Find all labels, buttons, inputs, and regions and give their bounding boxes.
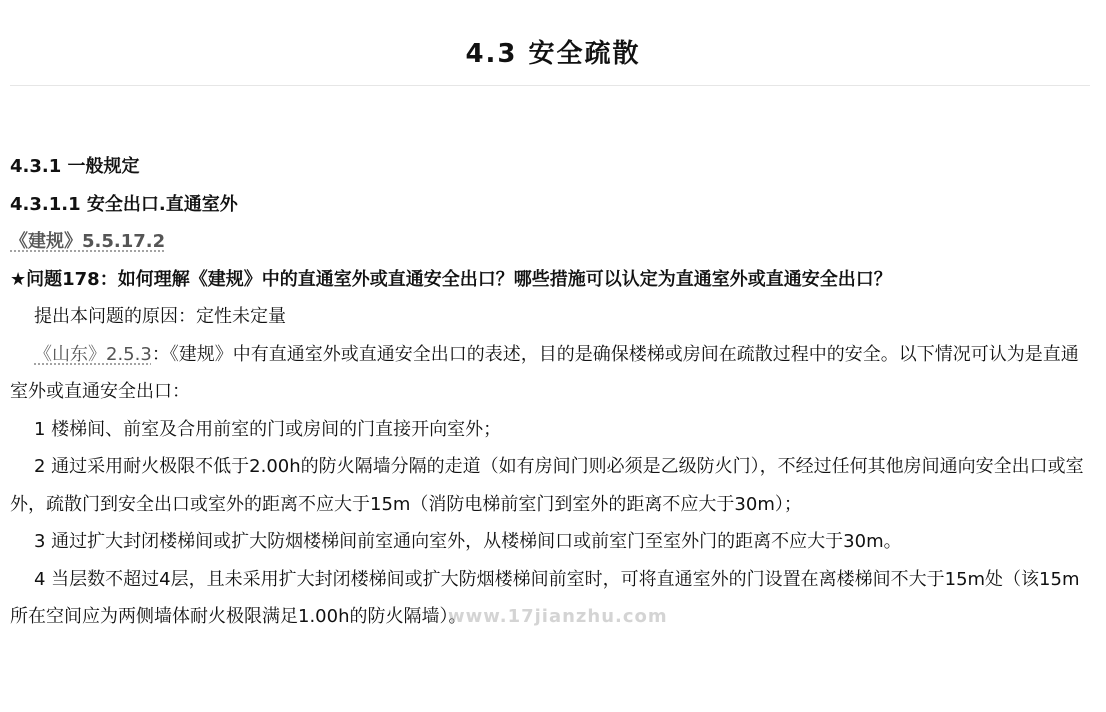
list-item-3	[10, 523, 1092, 561]
section-heading: 4.3.1 一般规定	[10, 156, 140, 177]
list-item-1	[10, 411, 1092, 449]
intro-paragraph	[10, 336, 1092, 411]
code-reference-link[interactable]: 《建规》5.5.17.2	[10, 231, 166, 252]
reason-text: 提出本问题的原因：定性未定量	[34, 306, 286, 327]
list-item-3-text: 3 通过扩大封闭楼梯间或扩大防烟楼梯间前室通向室外，从楼梯间口或前室门至室外门的距离不应大于30m。	[34, 531, 902, 552]
reason-line	[10, 298, 1092, 336]
list-item-4-text: 4 当层数不超过4层，且未采用扩大封闭楼梯间或扩大防烟楼梯间前室时，可将直通室外的门设置在离楼梯间不大于15m处（该15m所在空间应为两侧墙体耐火极限满足1.00h的防火隔墙）。	[10, 568, 1080, 627]
list-item-2	[10, 448, 1092, 523]
intro-text: ：《建规》中有直通室外或直通安全出口的表述，目的是确保楼梯或房间在疏散过程中的安全。以下情况可认为是直通室外或直通安全出口：	[10, 343, 1079, 402]
subsection-heading: 4.3.1.1 安全出口.直通室外	[10, 193, 238, 215]
question-heading: ★问题178：如何理解《建规》中的直通室外或直通安全出口？哪些措施可以认定为直通室外或直通安全出口？	[10, 268, 892, 290]
list-item-2-text: 2 通过采用耐火极限不低于2.00h的防火隔墙分隔的走道（如有房间门则必须是乙级防火门），不经过任何其他房间通向安全出口或室外，疏散门到安全出口或室外的距离不应大于15m（消防电梯前室门到室外的距离不应大于30m）；	[10, 456, 1084, 515]
title-divider	[10, 85, 1090, 86]
page-title: 4.3 安全疏散	[465, 39, 641, 69]
shandong-reference-link[interactable]: 《山东》2.5.3	[34, 343, 152, 365]
list-item-4	[10, 561, 1092, 636]
site-watermark: www.17jianzhu.com	[448, 606, 668, 627]
list-item-1-text: 1 楼梯间、前室及合用前室的门或房间的门直接开向室外；	[34, 418, 502, 440]
article-body	[10, 148, 1092, 636]
